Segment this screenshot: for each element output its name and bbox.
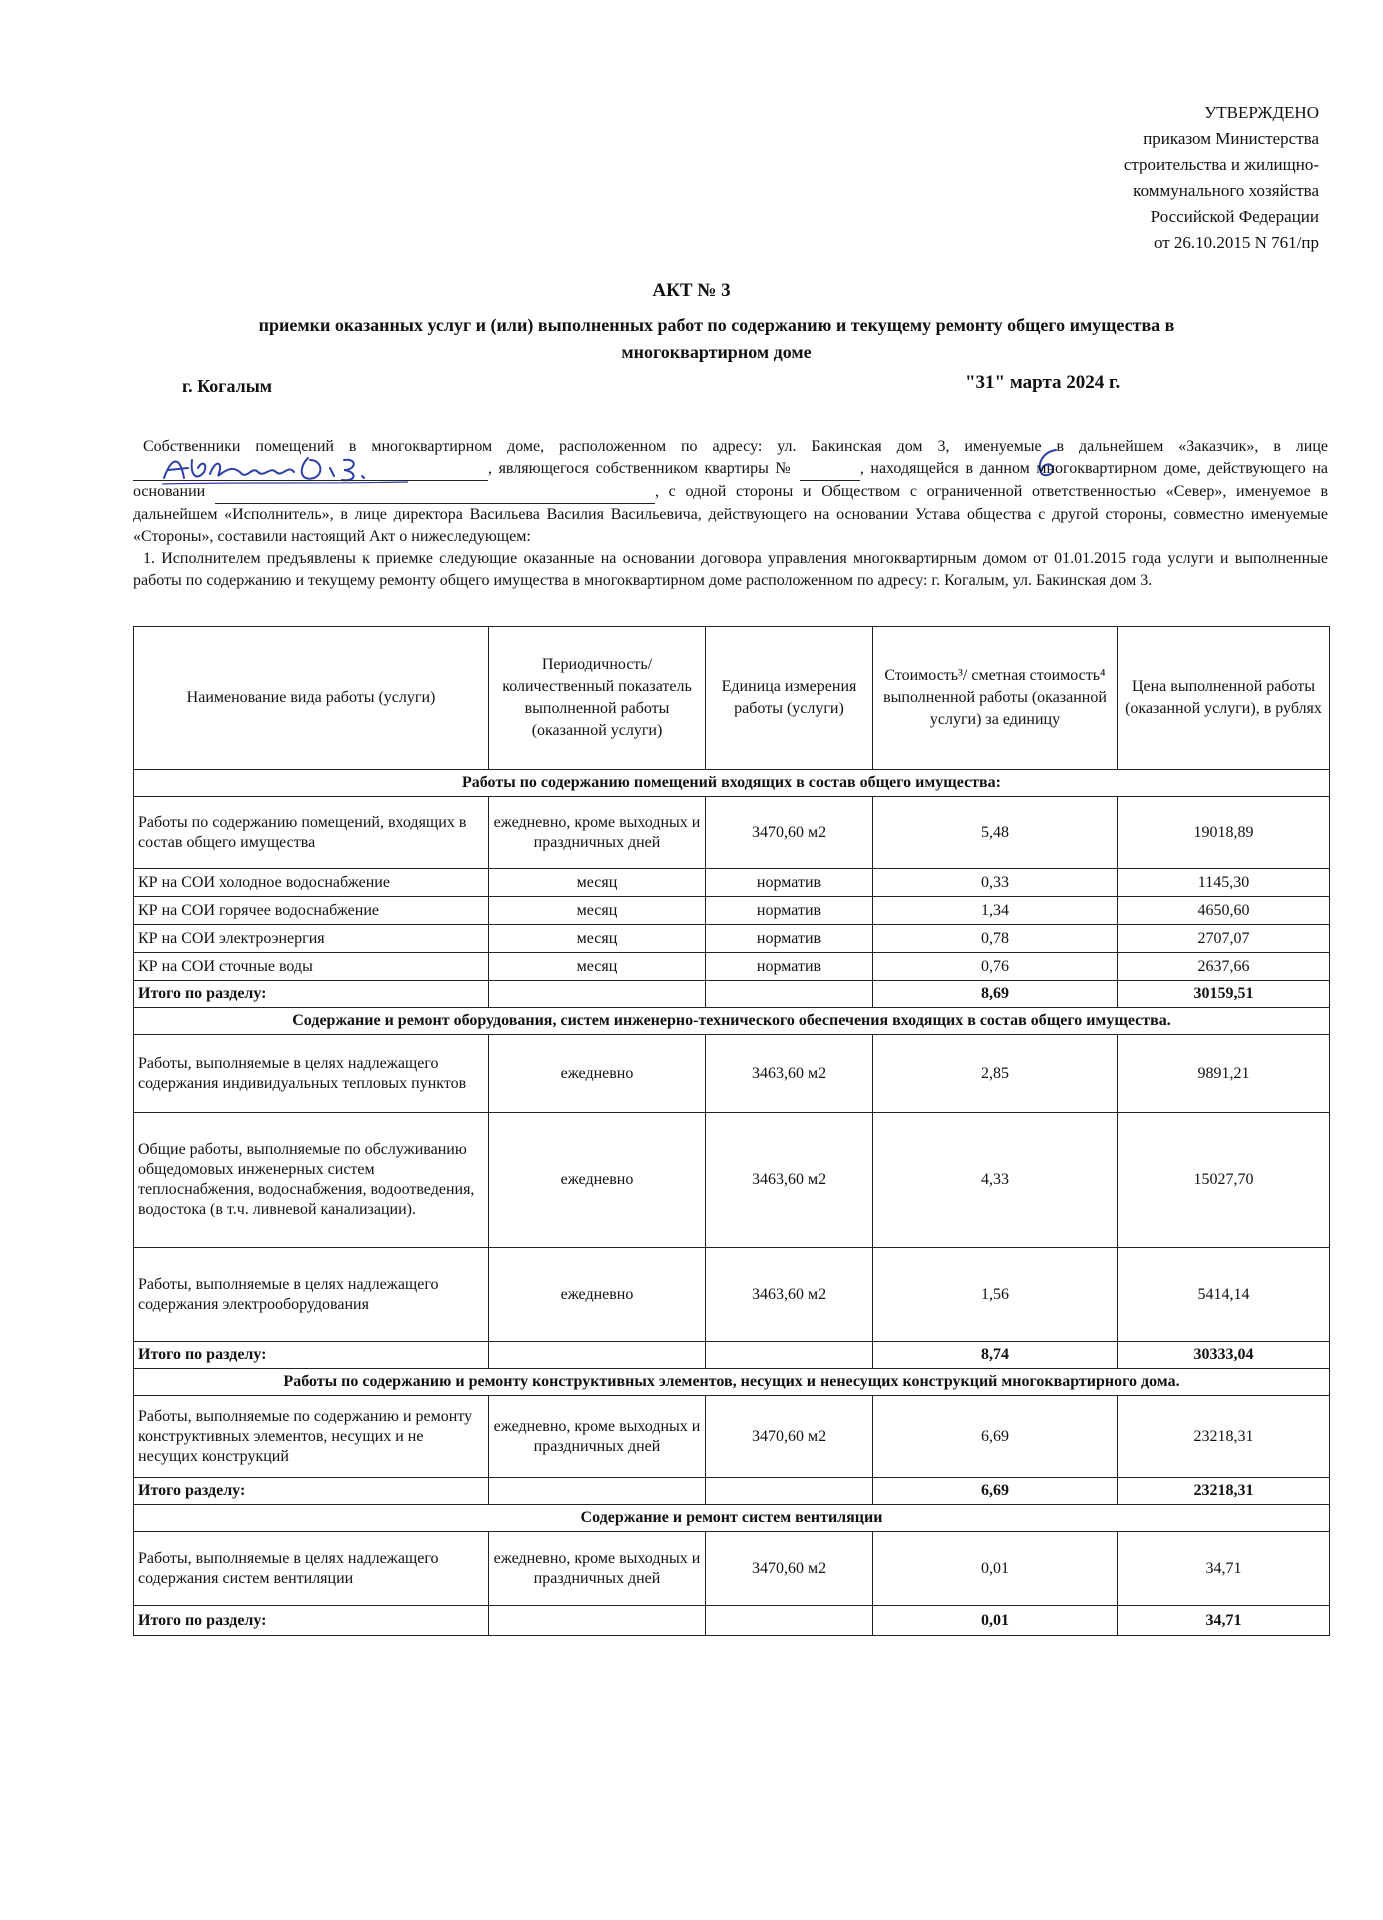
cell-price: 9891,21: [1118, 1035, 1330, 1113]
cell-price: 2637,66: [1118, 953, 1330, 981]
approval-line: приказом Министерства: [1143, 129, 1319, 148]
total-price: 34,71: [1118, 1606, 1330, 1636]
cell-unit: норматив: [706, 925, 873, 953]
cell-price: 23218,31: [1118, 1396, 1330, 1478]
cell-unit: 3470,60 м2: [706, 1396, 873, 1478]
section-title: Содержание и ремонт систем вентиляции: [134, 1505, 1330, 1532]
table-row: [134, 869, 1330, 897]
section-title: Содержание и ремонт оборудования, систем инженерно-технического обеспечения входящих в состав общего имущества.: [134, 1008, 1330, 1035]
table-row: [134, 1532, 1330, 1606]
cell-unit-cost: 0,76: [873, 953, 1118, 981]
total-empty: [706, 1606, 873, 1636]
total-empty: [489, 1478, 706, 1505]
cell-price: 15027,70: [1118, 1113, 1330, 1248]
total-label: Итого по разделу:: [134, 1342, 489, 1369]
cell-periodicity: ежедневно: [489, 1248, 706, 1342]
total-empty: [706, 981, 873, 1008]
cell-periodicity: месяц: [489, 897, 706, 925]
cell-periodicity: месяц: [489, 869, 706, 897]
cell-unit: 3463,60 м2: [706, 1248, 873, 1342]
cell-price: 4650,60: [1118, 897, 1330, 925]
table-row: [134, 897, 1330, 925]
works-table: [133, 626, 1330, 1636]
total-empty: [489, 1342, 706, 1369]
approval-line: строительства и жилищно-: [1123, 155, 1319, 174]
table-row: [134, 1113, 1330, 1248]
cell-work-name: Работы, выполняемые по содержанию и ремонту конструктивных элементов, несущих и не несущих конструкций: [134, 1396, 489, 1478]
total-label: Итого по разделу:: [134, 1606, 489, 1636]
table-row: [134, 953, 1330, 981]
section-title-row: [134, 1008, 1330, 1035]
table-row: [134, 925, 1330, 953]
cell-periodicity: ежедневно, кроме выходных и праздничных дней: [489, 1396, 706, 1478]
total-empty: [706, 1342, 873, 1369]
cell-work-name: Работы по содержанию помещений, входящих в состав общего имущества: [134, 797, 489, 869]
approval-line: Российской Федерации: [1150, 207, 1319, 226]
table-row: [134, 1248, 1330, 1342]
cell-price: 5414,14: [1118, 1248, 1330, 1342]
intro-text-part: , являющегося собственником квартиры №: [488, 460, 794, 477]
total-empty: [489, 1606, 706, 1636]
cell-work-name: Работы, выполняемые в целях надлежащего содержания индивидуальных тепловых пунктов: [134, 1035, 489, 1113]
apartment-number-field: [800, 458, 860, 481]
cell-unit: 3470,60 м2: [706, 797, 873, 869]
total-unit-cost: 6,69: [873, 1478, 1118, 1505]
cell-work-name: КР на СОИ сточные воды: [134, 953, 489, 981]
cell-work-name: Общие работы, выполняемые по обслуживанию общедомовых инженерных систем теплоснабжения, водоснабжения, водоотведения, водостока (в т.ч. ливневой канализации).: [134, 1113, 489, 1248]
total-unit-cost: 8,69: [873, 981, 1118, 1008]
owner-name-field: [133, 458, 488, 481]
act-date: "31" марта 2024 г.: [965, 372, 1121, 393]
total-label: Итого по разделу:: [134, 981, 489, 1008]
total-unit-cost: 0,01: [873, 1606, 1118, 1636]
cell-periodicity: ежедневно, кроме выходных и праздничных дней: [489, 1532, 706, 1606]
total-price: 23218,31: [1118, 1478, 1330, 1505]
total-price: 30159,51: [1118, 981, 1330, 1008]
intro-text: [133, 436, 1328, 592]
basis-field: [215, 481, 655, 504]
cell-unit-cost: 1,34: [873, 897, 1118, 925]
approval-line: коммунального хозяйства: [1133, 181, 1319, 200]
cell-periodicity: месяц: [489, 925, 706, 953]
act-city: г. Когалым: [182, 376, 273, 396]
section-total-row: [134, 1342, 1330, 1369]
cell-unit-cost: 6,69: [873, 1396, 1118, 1478]
intro-text-part: , с одной стороны и Обществом с ограниченной ответственностью «Север», именуемое в дальнейшем «Исполнитель», в лице директора Васильева Василия Васильевича, действующего на основании Устава общества с другой стороны, совместно именуемые «Стороны», составили настоящий Акт о нижеследующем:: [133, 483, 1328, 545]
total-empty: [489, 981, 706, 1008]
cell-work-name: КР на СОИ электроэнергия: [134, 925, 489, 953]
table-row: [134, 797, 1330, 869]
cell-unit-cost: 1,56: [873, 1248, 1118, 1342]
cell-work-name: Работы, выполняемые в целях надлежащего содержания систем вентиляции: [134, 1532, 489, 1606]
cell-unit: норматив: [706, 953, 873, 981]
section-title: Работы по содержанию и ремонту конструктивных элементов, несущих и ненесущих конструкций многоквартирного дома.: [134, 1369, 1330, 1396]
cell-work-name: Работы, выполняемые в целях надлежащего содержания электрооборудования: [134, 1248, 489, 1342]
cell-price: 2707,07: [1118, 925, 1330, 953]
total-price: 30333,04: [1118, 1342, 1330, 1369]
cell-unit: 3463,60 м2: [706, 1035, 873, 1113]
act-title: АКТ № 3: [652, 280, 731, 301]
total-unit-cost: 8,74: [873, 1342, 1118, 1369]
intro-text-part: Собственники помещений в многоквартирном доме, расположенном по адресу: ул. Бакинская дом 3, именуемые в дальнейшем «Заказчик», в лице: [143, 438, 1328, 455]
section-title-row: [134, 770, 1330, 797]
cell-price: 19018,89: [1118, 797, 1330, 869]
header-work-name: Наименование вида работы (услуги): [134, 627, 489, 770]
approval-line: УТВЕРЖДЕНО: [1204, 103, 1319, 122]
cell-price: 34,71: [1118, 1532, 1330, 1606]
section-total-row: [134, 1478, 1330, 1505]
total-label: Итого разделу:: [134, 1478, 489, 1505]
table-row: [134, 1035, 1330, 1113]
header-unit: Единица измерения работы (услуги): [706, 627, 873, 770]
cell-periodicity: месяц: [489, 953, 706, 981]
header-periodicity: Периодичность/ количественный показатель выполненной работы (оказанной услуги): [489, 627, 706, 770]
section-total-row: [134, 1606, 1330, 1636]
approval-block: [1124, 100, 1319, 256]
section-title-row: [134, 1369, 1330, 1396]
table-header-row: [134, 627, 1330, 770]
cell-periodicity: ежедневно: [489, 1035, 706, 1113]
cell-work-name: КР на СОИ горячее водоснабжение: [134, 897, 489, 925]
cell-unit-cost: 0,01: [873, 1532, 1118, 1606]
cell-periodicity: ежедневно, кроме выходных и праздничных дней: [489, 797, 706, 869]
intro-text-part: , находящейся в данном многоквартирном доме, действующего на основании: [133, 460, 1329, 500]
cell-unit-cost: 4,33: [873, 1113, 1118, 1248]
cell-price: 1145,30: [1118, 869, 1330, 897]
section-total-row: [134, 981, 1330, 1008]
cell-unit: норматив: [706, 869, 873, 897]
header-price: Цена выполненной работы (оказанной услуги), в рублях: [1118, 627, 1330, 770]
intro-paragraph-1: [133, 436, 1328, 548]
cell-periodicity: ежедневно: [489, 1113, 706, 1248]
cell-unit-cost: 5,48: [873, 797, 1118, 869]
cell-unit: норматив: [706, 897, 873, 925]
act-subtitle: приемки оказанных услуг и (или) выполненных работ по содержанию и текущему ремонту общего имущества в многоквартирном доме: [258, 315, 1175, 362]
header-unit-cost: Стоимость³/ сметная стоимость⁴ выполненной работы (оказанной услуги) за единицу: [873, 627, 1118, 770]
section-title-row: [134, 1505, 1330, 1532]
cell-unit: 3463,60 м2: [706, 1113, 873, 1248]
cell-unit-cost: 2,85: [873, 1035, 1118, 1113]
approval-line: от 26.10.2015 N 761/пр: [1153, 233, 1319, 252]
cell-work-name: КР на СОИ холодное водоснабжение: [134, 869, 489, 897]
cell-unit: 3470,60 м2: [706, 1532, 873, 1606]
total-empty: [706, 1478, 873, 1505]
intro-paragraph-2: 1. Исполнителем предъявлены к приемке следующие оказанные на основании договора управления многоквартирным домом от 01.01.2015 года услуги и выполненные работы по содержанию и текущему ремонту общего имущества в многоквартирном доме расположенном по адресу: г. Когалым, ул. Бакинская дом 3.: [133, 550, 1328, 589]
section-title: Работы по содержанию помещений входящих в состав общего имущества:: [134, 770, 1330, 797]
cell-unit-cost: 0,78: [873, 925, 1118, 953]
table-row: [134, 1396, 1330, 1478]
cell-unit-cost: 0,33: [873, 869, 1118, 897]
